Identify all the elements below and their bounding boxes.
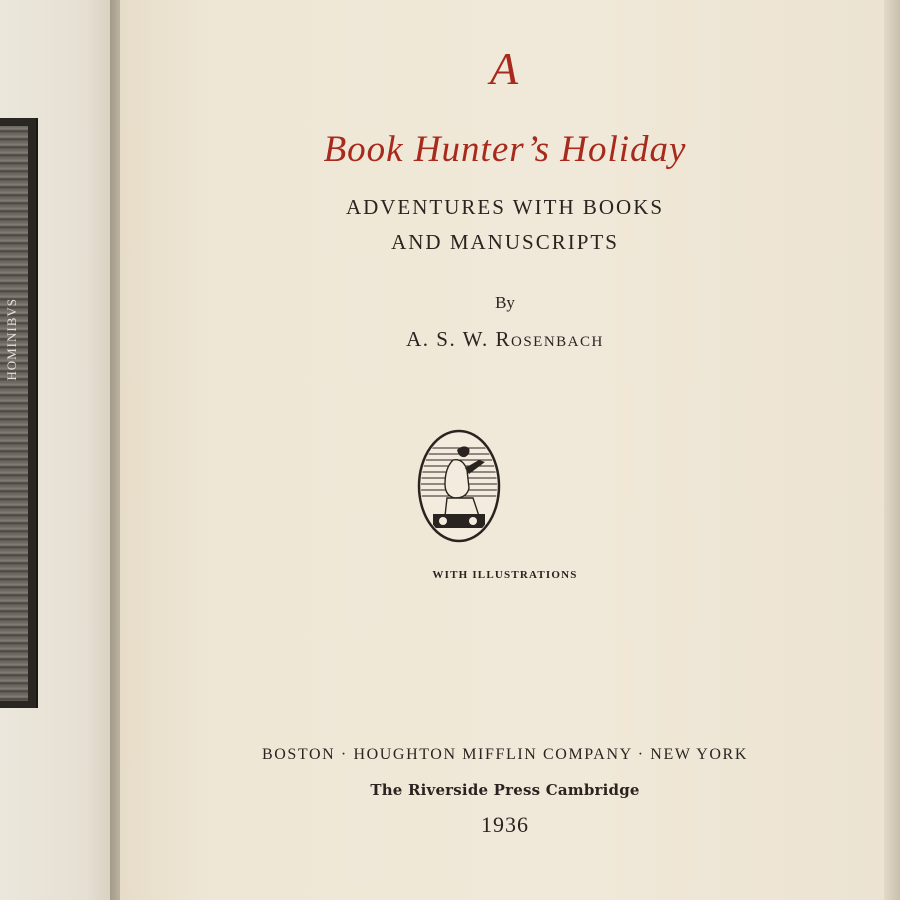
- frontispiece-plate: [0, 118, 38, 708]
- frontispiece-engraving: [0, 126, 28, 701]
- author-initials: A. S. W.: [406, 327, 496, 351]
- title-page: [120, 0, 890, 900]
- publisher-line: BOSTON · HOUGHTON MIFFLIN COMPANY · NEW YORK: [262, 746, 748, 763]
- left-facing-page: [0, 0, 122, 900]
- plate-inscription: HOMINIBVS: [4, 298, 19, 381]
- page-edge: [884, 0, 900, 900]
- seated-figure-emblem-icon: [417, 428, 501, 544]
- book-title: Book Hunter’s Holiday: [323, 129, 687, 170]
- title-article: A: [489, 43, 521, 94]
- author-surname-initial: R: [495, 327, 511, 351]
- subtitle-line-2: AND MANUSCRIPTS: [391, 230, 619, 254]
- author-name: [120, 327, 890, 352]
- author-surname-rest: OSENBACH: [511, 334, 604, 350]
- press-name: The Riverside Press Cambridge: [370, 781, 640, 799]
- subtitle-line-1: ADVENTURES WITH BOOKS: [345, 195, 665, 219]
- publication-year: 1936: [481, 812, 529, 837]
- illustrations-note: WITH ILLUSTRATIONS: [432, 569, 578, 581]
- by-label: By: [495, 293, 515, 312]
